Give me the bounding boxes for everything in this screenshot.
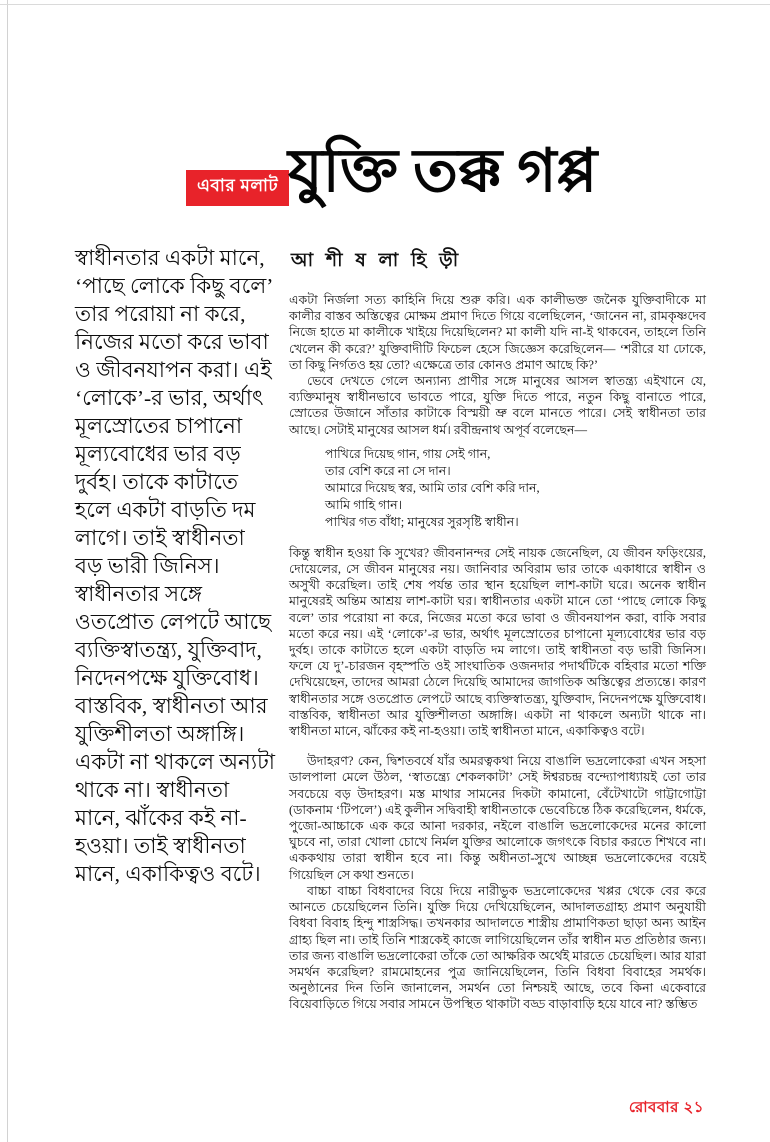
article-headline: যুক্তি তক্ক গপ্প bbox=[288, 138, 598, 204]
verse-line: পাখিরে দিয়েছ গান, গায় সেই গান, bbox=[325, 446, 491, 461]
body-paragraph-5: বাচ্চা বাচ্চা বিধবাদের বিয়ে দিয়ে নারীভুক ভদ্রলোকেদের খপ্পর থেকে বের করে আনতে চেয়েছিলেন তিনি। যুক্তি দিয়ে দেখিয়েছিলেন, আদালতগ্রাহ্য প্রমাণ অনুযায়ী বিধবা বিবাহ হিন্দু শাস্ত্রসিদ্ধ। তখনকার আদালতে শাস্ত্রীয় প্রামাণিকতা ছাড়া অন্য আইন গ্রাহ্য ছিল না। তাই তিনি শাস্ত্রকেই কাজে লাগিয়েছিলেন তাঁর স্বাধীন মত প্রতিষ্ঠার জন্য। তার জন্য বাঙালি ভদ্রলোকেরা তাঁকে তো আক্ষরিক অর্থেই মারতে চেয়েছিল। আর যারা সমর্থন করেছিল? রামমোহনের পুত্র জানিয়েছিলেন, তিনি বিধবা বিবাহের সমর্থক। অনুষ্ঠানের দিন তিনি জানালেন, সমর্থন তো নিশ্চয়ই আছে, তবে কিনা একেবারে বিয়েবাড়িতে গিয়ে সবার সামনে উপস্থিত থাকাটা বড্ড বাড়াবাড়ি হয়ে যাবে না? স্তম্ভিত bbox=[289, 883, 706, 1012]
author-byline: আ শী ষ লা হি ড়ী bbox=[291, 250, 463, 271]
verse-line: আমারে দিয়েছ স্বর, আমি তার বেশি করি দান, bbox=[325, 480, 540, 495]
verse-line: তার বেশি করে না সে দান। bbox=[325, 463, 451, 478]
article-body bbox=[289, 292, 706, 1013]
body-paragraph-3: কিন্তু স্বাধীন হওয়া কি সুখের? জীবনানন্দর সেই নায়ক জেনেছিল, যে জীবন ফড়িংয়ের, দোয়েলের, সে জীবন মানুষের নয়। জানিবার অবিরাম ভার তাকে একাধারে স্বাধীন ও অসুখী করেছিল। তাই শেষ পর্যন্ত তার স্থান হয়েছিল লাশ-কাটা ঘরে। অনেক স্বাধীন মানুষেরই অন্তিম আশ্রয় লাশ-কাটা ঘর। স্বাধীনতার একটা মানে তো ‘পাছে লোকে কিছু বলে’ তার পরোয়া না করে, নিজের মতো করে ভাবা ও জীবনযাপন করা, বাকি সবার মতো করে নয়। এই ‘লোকে’-র ভার, অর্থাৎ মূলস্রোতের চাপানো মূল্যবোধের ভার বড় দুর্বহ। তাকে কাটাতে হলে একটা বাড়তি দম লাগে। তাই স্বাধীনতা বড় ভারী জিনিস। ফলে যে দু’-চারজন বৃহস্পতি ওই সাংঘাতিক ওজনদার পদার্থটিকে বহিবার মতো শক্তি দেখিয়েছেন, তাদের আমরা ঠেলে দিয়েছি আমাদের জাগতিক অস্তিত্বের প্রত্যন্তে। কারণ স্বাধীনতার সঙ্গে ওতপ্রোত লেপটে আছে ব্যক্তিস্বাতন্ত্র্য, যুক্তিবাদ, নিদেনপক্ষে যুক্তিবোধ। বাস্তবিক, স্বাধীনতা আর যুক্তিশীলতা অঙ্গাঙ্গি। একটা না থাকলে অন্যটা থাকে না। স্বাধীনতা মানে, ঝাঁকের কই না-হওয়া। তাই স্বাধীনতা মানে, একাকিত্বও বটে। bbox=[289, 545, 706, 739]
body-paragraph-4: উদাহরণ? কেন, দ্বিশতবর্ষে যাঁর অমরত্বকথা নিয়ে বাঙালি ভদ্রলোকেরা এখন সহসা ডালপালা মেলে উঠল, ‘স্বাতন্ত্র্যে শেকলকাটা’ সেই ঈশ্বরচন্দ্র বন্দ্যোপাধ্যায়ই তো তার সবচেয়ে বড় উদাহরণ। মস্ত মাথার সামনের দিকটা কামানো, বেঁটেখাটো গাট্টাগোট্টা (ডাকনাম ‘টিপলে’) এই কুলীন সদ্বিবাহী স্বাধীনতাকে ভেবেচিন্তে ঠিক করেছিলেন, ধর্মকে, পুজো-আচ্চাকে এক করে আনা দরকার, নইলে বাঙালি ভদ্রলোকেদের মনের কালো ঘুচবে না, তারা খোলা চোখে নির্মল যুক্তির আলোকে জগৎকে বিচার করতে শিখবে না। এককথায় তারা স্বাধীন হবে না। কিন্তু অধীনতা-সুখে আচ্ছন্ন ভদ্রলোকেদের বয়েই গিয়েছিল সে কথা শুনতে। bbox=[289, 754, 706, 882]
section-tag: এবার মলাট bbox=[186, 170, 289, 206]
verse-line: আমি গাহি গান। bbox=[325, 497, 403, 512]
tagore-verse bbox=[325, 446, 706, 531]
body-paragraph-2: ভেবে দেখতে গেলে অন্যান্য প্রাণীর সঙ্গে মানুষের আসল স্বাতন্ত্র্য এইখানে যে, ব্যক্তিমানুষ স্বাধীনভাবে ভাবতে পারে, যুক্তি দিতে পারে, নতুন কিছু বানাতে পারে, স্রোতের উজানে সাঁতার কাটাকে বিস্ময়ী ভ্রু বলে মানতে পারে। সেই স্বাধীনতা তার আছে। সেটাই মানুষের আসল ধর্ম। রবীন্দ্রনাথ অপূর্ব বলেছেন— bbox=[289, 374, 706, 437]
page-footer-folio: রোববার ২১ bbox=[628, 1099, 704, 1116]
intro-pullquote: স্বাধীনতার একটা মানে, ‘পাছে লোকে কিছু বলে’ তার পরোয়া না করে, নিজের মতো করে ভাবা ও জীবনযাপন করা। এই ‘লোকে’-র ভার, অর্থাৎ মূলস্রোতের চাপানো মূল্যবোধের ভার বড় দুর্বহ। তাকে কাটাতে হলে একটা বাড়তি দম লাগে। তাই স্বাধীনতা বড় ভারী জিনিস। স্বাধীনতার সঙ্গে ওতপ্রোত লেপটে আছে ব্যক্তিস্বাতন্ত্র্য, যুক্তিবাদ, নিদেনপক্ষে যুক্তিবোধ। বাস্তবিক, স্বাধীনতা আর যুক্তিশীলতা অঙ্গাঙ্গি। একটা না থাকলে অন্যটা থাকে না। স্বাধীনতা মানে, ঝাঁকের কই না-হওয়া। তাই স্বাধীনতা মানে, একাকিত্বও বটে। bbox=[75, 246, 276, 886]
verse-line: পাখির গত বাঁধা; মানুষের সুরসৃষ্টি স্বাধীন। bbox=[325, 514, 519, 529]
body-paragraph-1: একটা নির্জলা সত্য কাহিনি দিয়ে শুরু করি। এক কালীভক্ত জনৈক যুক্তিবাদীকে মা কালীর বাস্তব অস্তিত্বের মোক্ষম প্রমাণ দিতে গিয়ে বলেছিলেন, ‘জানেন না, রামকৃষ্ণদেব নিজে হাতে মা কালীকে খাইয়ে দিয়েছিলেন? মা কালী যদি না-ই থাকবেন, তাহলে তিনি খেলেন কী করে?’ যুক্তিবাদীটি ফিচেল হেসে জিজ্ঞেস করেছিলেন— ‘শরীরে যা ঢোকে, তা কিছু নির্গতও হয় তো? এক্ষেত্রে তার কোনও প্রমাণ আছে কি?’ bbox=[289, 293, 706, 372]
